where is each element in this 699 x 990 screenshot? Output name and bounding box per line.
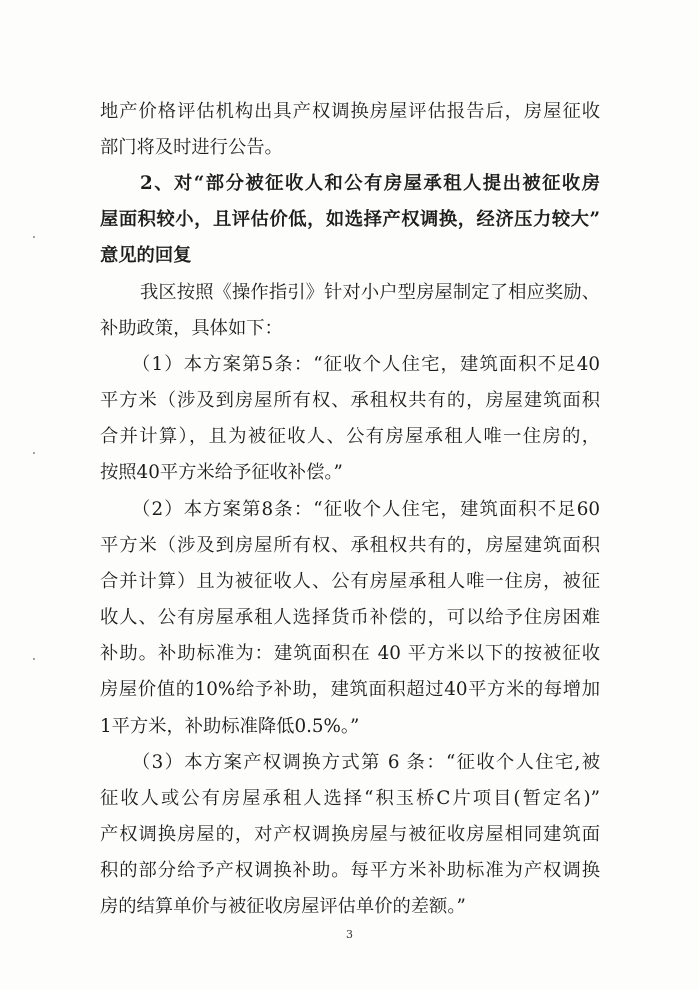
text-line: 平方米（涉及到房屋所有权、承租权共有的，房屋建筑面积 [100,535,600,556]
scan-speck [33,236,35,238]
text-line: 平方米（涉及到房屋所有权、承租权共有的，房屋建筑面积 [100,390,600,411]
text-line: 部门将及时进行公告。 [100,137,283,158]
text-line: 我区按照《操作指引》针对小户型房屋制定了相应奖励、 [140,282,600,303]
text-line: 补助政策，具体如下： [100,318,283,339]
text-line: 1平方米，补助标准降低0.5%。” [100,716,360,737]
text-line: （2）本方案第8条：“征收个人住宅，建筑面积不足60 [132,499,600,520]
section-heading: 屋面积较小，且评估价低，如选择产权调换，经济压力较大” [100,209,600,230]
text-line: 收人、公有房屋承租人选择货币补偿的，可以给予住房困难 [100,607,600,628]
text-line: 地产价格评估机构出具产权调换房屋评估报告后，房屋征收 [100,101,600,122]
text-line: 按照40平方米给予征收补偿。” [100,462,343,483]
page-number: 3 [346,928,353,941]
section-heading: 意见的回复 [100,245,192,266]
text-line: 房的结算单价与被征收房屋评估单价的差额。” [100,896,466,917]
text-line: 合并计算）且为被征收人、公有房屋承租人唯一住房，被征 [100,571,600,592]
text-line: （3）本方案产权调换方式第 6 条：“征收个人住宅,被 [132,752,600,773]
text-line: 征收人或公有房屋承租人选择“积玉桥C片项目(暂定名)” [100,788,600,809]
scan-speck [33,658,35,660]
section-heading: 2、对“部分被征收人和公有房屋承租人提出被征收房 [140,173,600,194]
text-line: 积的部分给予产权调换补助。每平方米补助标准为产权调换 [100,860,600,881]
text-line: 补助。补助标准为：建筑面积在 40 平方米以下的按被征收 [100,643,600,664]
text-line: 房屋价值的10%给予补助，建筑面积超过40平方米的每增加 [100,679,600,700]
text-line: （1）本方案第5条：“征收个人住宅，建筑面积不足40 [132,354,600,375]
scan-speck [33,452,35,454]
text-line: 合并计算），且为被征收人、公有房屋承租人唯一住房的， [100,426,600,447]
text-line: 产权调换房屋的，对产权调换房屋与被征收房屋相同建筑面 [100,824,600,845]
